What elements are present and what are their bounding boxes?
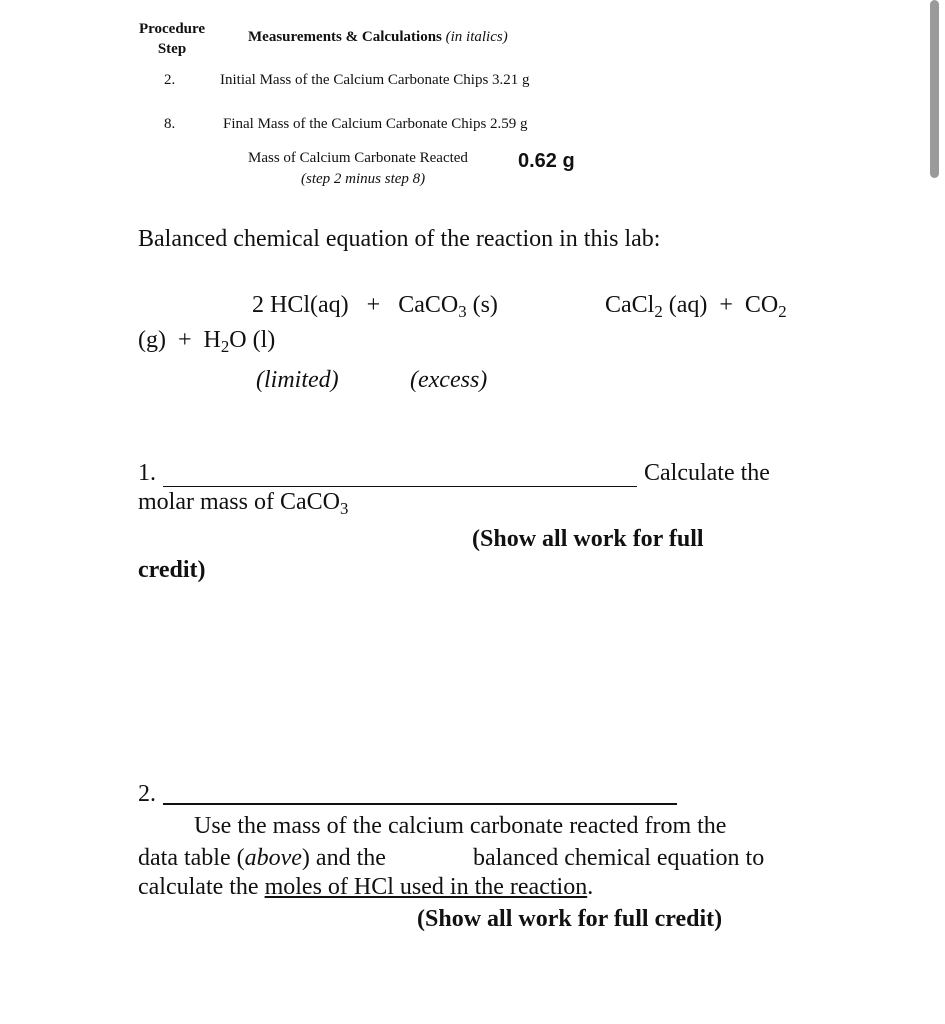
row-initial-mass: Initial Mass of the Calcium Carbonate Chips 3.21 g — [220, 72, 530, 88]
gas-state: (g) — [138, 327, 166, 353]
measurements-header-italic: (in italics) — [445, 29, 508, 45]
question2-line2: data table (above) and the — [138, 845, 386, 871]
row-final-mass: Final Mass of the Calcium Carbonate Chips 2.59 g — [223, 116, 528, 132]
question1-text: molar mass of CaCO$_3$ — [138, 489, 349, 519]
measurements-header — [248, 29, 508, 46]
question2-show-work: (Show all work for full credit) — [417, 906, 723, 932]
question2-line3: calculate the moles of HCl used in the reaction. — [138, 874, 594, 900]
question1-show-work: (Show all work for full — [472, 526, 704, 552]
question2-line1: Use the mass of the calcium carbonate reacted from the — [194, 813, 727, 839]
question1-blank-line — [163, 486, 637, 487]
question2-line2-end: balanced chemical equation to — [473, 845, 765, 871]
question1-tail: Calculate the — [644, 460, 770, 486]
reactant-hcl: 2 HCl(aq) — [252, 292, 349, 318]
equation-heading: Balanced chemical equation of the reaction in this lab: — [138, 226, 661, 252]
plus-sign: + — [366, 292, 381, 318]
mass-reacted-label: Mass of Calcium Carbonate Reacted — [248, 150, 468, 166]
equation-line1 — [252, 292, 498, 322]
plus-sign: + — [719, 292, 733, 318]
excess-label: (excess) — [410, 367, 488, 393]
measurements-header-bold: Measurements & Calculations — [248, 29, 442, 45]
question2-blank-line — [163, 803, 677, 805]
question1-number: 1. — [138, 460, 156, 486]
reactant-caco3: CaCO$_3$ (s) — [398, 292, 498, 322]
equation-line2 — [138, 327, 276, 357]
procedure-step-header-line2: Step — [157, 41, 187, 57]
vertical-scrollbar[interactable] — [930, 0, 939, 178]
product-co2: $CO_2$ — [744, 292, 787, 322]
limited-label: (limited) — [256, 367, 339, 393]
question1-show-work-credit: credit) — [138, 557, 206, 583]
procedure-step-header-line1: Procedure — [138, 21, 206, 37]
procedure-step-header — [130, 19, 214, 59]
product-water: $H_2O$ (l) — [203, 327, 276, 357]
question2-number: 2. — [138, 781, 156, 807]
product-cacl2: CaCl$_2$ (aq) — [605, 292, 708, 322]
mass-reacted-note: (step 2 minus step 8) — [301, 171, 426, 187]
row-step-number: 8. — [164, 116, 176, 132]
plus-sign: + — [177, 327, 192, 353]
mass-reacted-value: 0.62 g — [518, 150, 575, 172]
row-step-number: 2. — [164, 72, 176, 88]
equation-products — [605, 292, 787, 322]
